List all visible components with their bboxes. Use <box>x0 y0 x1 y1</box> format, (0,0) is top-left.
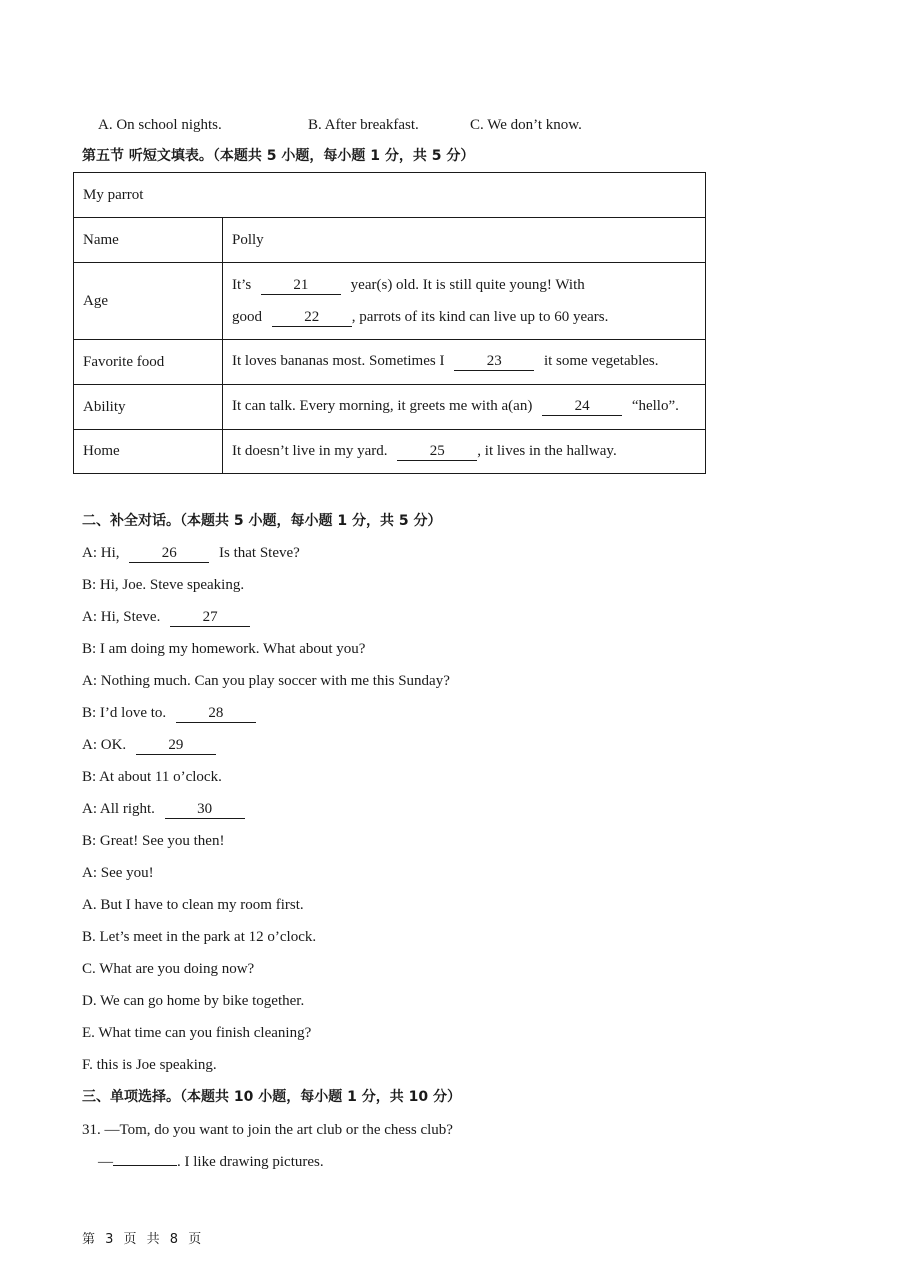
food-value: It loves bananas most. Sometimes I 23 it some vegetables. <box>223 340 706 385</box>
blank-29: 29 <box>136 737 216 755</box>
ability-label: Ability <box>74 385 223 430</box>
dialogue-line-5: A: Nothing much. Can you play soccer with me this Sunday? <box>82 673 450 689</box>
dialogue-option-a: A. But I have to clean my room first. <box>82 897 304 913</box>
blank-31 <box>113 1165 177 1166</box>
dialogue-option-c: C. What are you doing now? <box>82 961 255 977</box>
section5-heading: 第五节 听短文填表。（本题共 5 小题，每小题 1 分，共 5 分） <box>82 148 475 164</box>
blank-28: 28 <box>176 705 256 723</box>
dialogue-line-9: A: All right. 30 <box>82 799 245 819</box>
dialogue-option-f: F. this is Joe speaking. <box>82 1057 217 1073</box>
blank-27: 27 <box>170 609 250 627</box>
section3-heading: 三、单项选择。（本题共 10 小题，每小题 1 分，共 10 分） <box>82 1089 461 1105</box>
blank-23: 23 <box>454 353 534 371</box>
page-footer: 第 3 页 共 8 页 <box>82 1232 205 1247</box>
question-31-answer: — . I like drawing pictures. <box>98 1154 324 1170</box>
dialogue-line-7: A: OK. 29 <box>82 735 216 755</box>
dialogue-option-e: E. What time can you finish cleaning? <box>82 1025 312 1041</box>
dialogue-option-b: B. Let’s meet in the park at 12 o’clock. <box>82 929 317 945</box>
question-31-stem: 31. —Tom, do you want to join the art club or the chess club? <box>82 1122 453 1138</box>
dialogue-line-3: A: Hi, Steve. 27 <box>82 607 250 627</box>
table-title: My parrot <box>74 173 706 218</box>
parrot-table <box>73 172 706 474</box>
blank-24: 24 <box>542 398 622 416</box>
name-label: Name <box>74 218 223 263</box>
home-label: Home <box>74 430 223 474</box>
food-label: Favorite food <box>74 340 223 385</box>
name-value: Polly <box>223 218 706 263</box>
blank-21: 21 <box>261 277 341 295</box>
blank-30: 30 <box>165 801 245 819</box>
dialogue-line-10: B: Great! See you then! <box>82 833 225 849</box>
blank-22: 22 <box>272 309 352 327</box>
dialogue-line-1: A: Hi, 26 Is that Steve? <box>82 545 300 561</box>
dialogue-line-11: A: See you! <box>82 865 154 881</box>
dialogue-line-8: B: At about 11 o’clock. <box>82 769 222 785</box>
blank-26: 26 <box>129 545 209 563</box>
home-value: It doesn’t live in my yard. 25 , it lives in the hallway. <box>223 430 706 474</box>
ability-value: It can talk. Every morning, it greets me with a(an) 24 “hello”. <box>223 385 706 430</box>
blank-25: 25 <box>397 443 477 461</box>
option-c: C. We don’t know. <box>470 117 582 133</box>
dialogue-line-2: B: Hi, Joe. Steve speaking. <box>82 577 245 593</box>
dialogue-line-6: B: I’d love to. 28 <box>82 703 256 723</box>
option-b: B. After breakfast. <box>308 117 419 133</box>
option-a: A. On school nights. <box>98 117 222 133</box>
dialogue-option-d: D. We can go home by bike together. <box>82 993 305 1009</box>
dialogue-line-4: B: I am doing my homework. What about you? <box>82 641 366 657</box>
age-value: It’s 21 year(s) old. It is still quite young! With good 22 , parrots of its kind can live up to 60 years. <box>223 263 706 340</box>
age-label: Age <box>74 263 223 340</box>
section2-heading: 二、补全对话。（本题共 5 小题，每小题 1 分，共 5 分） <box>82 513 442 529</box>
